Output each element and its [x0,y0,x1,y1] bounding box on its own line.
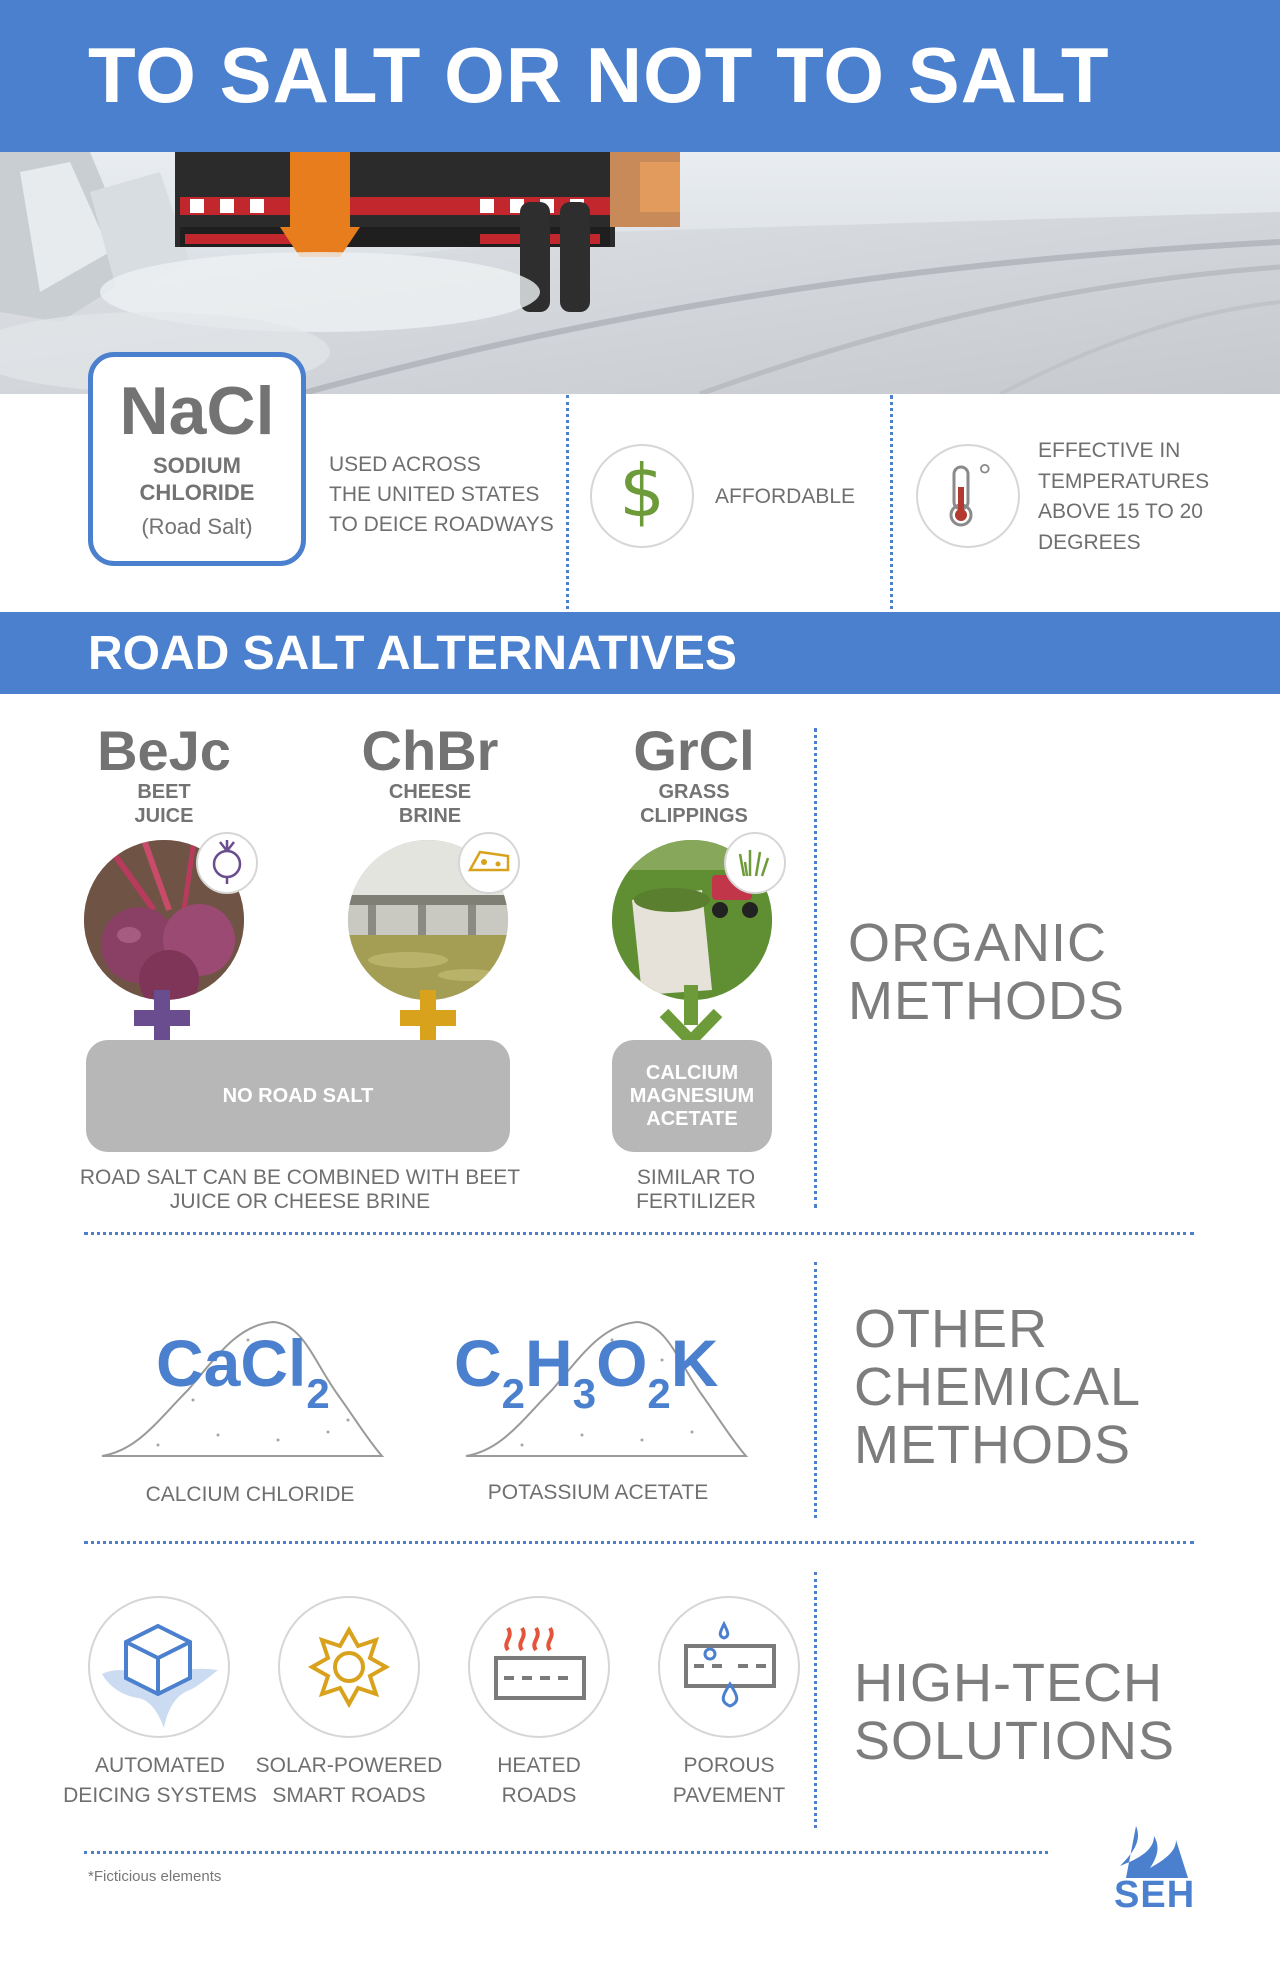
footnote: *Ficticious elements [88,1868,222,1885]
ice-cube-icon [98,1616,222,1741]
potassium-acetate-label: POTASSIUM ACETATE [487,1481,709,1504]
kac-sub1: 2 [501,1370,526,1417]
divider-vertical [814,1572,817,1828]
nacl-name-line1: SODIUM [153,453,241,478]
organic-heading-line1: ORGANIC [848,913,1108,973]
cheese-symbol: ChBr [361,719,499,782]
chemical-heading-line2: CHEMICAL [854,1357,1142,1417]
effective-line3: ABOVE 15 TO 20 [1038,500,1203,523]
grass-line1: GRASS [658,781,730,803]
cma-line3: ACETATE [646,1108,738,1130]
cheese-line1: CHEESE [388,781,472,803]
seh-logo-text: SEH [1114,1874,1196,1916]
chemical-heading-line3: METHODS [854,1415,1131,1475]
heated-road-icon [490,1616,590,1721]
solar-line2: SMART ROADS [272,1784,426,1807]
nacl-name-line2: CHLORIDE [139,480,255,505]
porous-pavement-icon [680,1616,780,1721]
effective-line2: TEMPERATURES [1038,470,1210,493]
cacl2-subscript: 2 [306,1370,330,1417]
divider-horizontal [84,1232,1194,1235]
grass-symbol: GrCl [633,719,755,782]
no-road-salt-label: NO ROAD SALT [222,1085,374,1107]
chemical-heading-line1: OTHER [854,1299,1048,1359]
cma-line1: CALCIUM [645,1062,739,1084]
kac-h: H [525,1326,573,1400]
fertilizer-line2: FERTILIZER [636,1190,756,1213]
nacl-symbol: NaCl [119,373,275,449]
seh-logo [1106,1822,1196,1922]
divider-horizontal [84,1851,1048,1854]
alternatives-title: ROAD SALT ALTERNATIVES [88,627,737,680]
divider-vertical [814,1262,817,1518]
divider-vertical [814,728,817,1208]
cheese-icon [458,832,520,894]
dollar-icon: $ [619,449,665,533]
divider-horizontal [84,1541,1194,1544]
hightech-heading-line2: SOLUTIONS [854,1711,1176,1771]
effective-line4: DEGREES [1038,531,1141,554]
nacl-used-line2: THE UNITED STATES [329,483,540,506]
hightech-heading-line1: HIGH-TECH [854,1653,1163,1713]
grass-line2: CLIPPINGS [640,805,748,827]
nacl-used-line1: USED ACROSS [329,453,481,476]
degree-symbol: ° [978,458,992,496]
combined-line2: JUICE OR CHEESE BRINE [169,1190,431,1213]
kac-sub2: 3 [572,1370,597,1417]
automated-line2: DEICING SYSTEMS [63,1784,257,1807]
grass-icon [724,832,786,894]
organic-heading-line2: METHODS [848,971,1125,1031]
kac-o: O [596,1326,648,1400]
solar-line1: SOLAR-POWERED [255,1754,443,1777]
beet-symbol: BeJc [97,719,231,782]
nacl-used-line3: TO DEICE ROADWAYS [329,513,554,536]
sun-icon [306,1624,392,1715]
automated-line1: AUTOMATED [95,1754,225,1777]
beet-line1: BEET [137,781,191,803]
combined-line1: ROAD SALT CAN BE COMBINED WITH BEET [79,1166,521,1189]
cheese-line2: BRINE [398,805,462,827]
kac-c: C [454,1326,502,1400]
fertilizer-line1: SIMILAR TO [636,1166,756,1189]
kac-sub3: 2 [647,1370,671,1417]
heated-line2: ROADS [501,1784,577,1807]
nacl-note: (Road Salt) [141,514,253,539]
beet-line2: JUICE [134,805,194,827]
calcium-chloride-label: CALCIUM CHLORIDE [145,1483,355,1506]
porous-line1: POROUS [683,1754,775,1777]
heated-line1: HEATED [497,1754,581,1777]
cacl2-base: CaCl [156,1326,307,1400]
cma-line2: MAGNESIUM [629,1085,755,1107]
potassium-acetate-formula [454,1325,719,1417]
kac-k: K [670,1326,719,1400]
effective-line1: EFFECTIVE IN [1038,439,1181,462]
porous-line2: PAVEMENT [672,1784,786,1807]
beet-icon [196,832,258,894]
cacl2-formula [156,1325,330,1417]
divider-vertical [566,395,569,609]
page-title: TO SALT OR NOT TO SALT [88,31,1110,119]
affordable-label: AFFORDABLE [715,485,856,508]
